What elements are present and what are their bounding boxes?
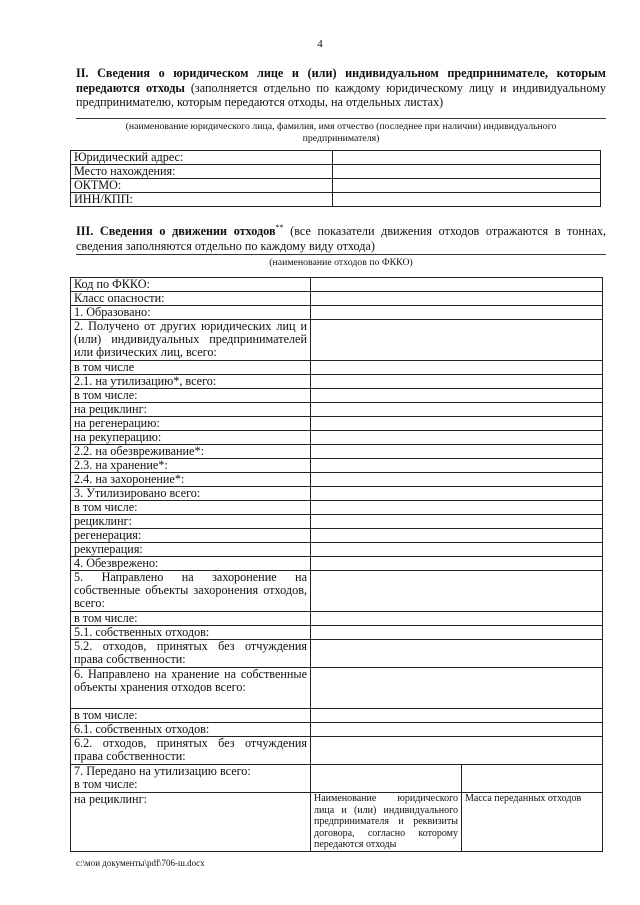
table-row bbox=[71, 737, 603, 765]
table-row bbox=[71, 375, 603, 389]
table-row bbox=[71, 193, 601, 207]
table-row bbox=[71, 361, 603, 375]
section2-table bbox=[70, 150, 601, 207]
mass-header: Масса переданных отходов bbox=[462, 793, 603, 852]
value-cell[interactable] bbox=[333, 151, 601, 165]
section2-name-line bbox=[76, 118, 606, 119]
row-label: 2.4. на захоронение*: bbox=[71, 473, 311, 487]
value-cell[interactable] bbox=[311, 417, 603, 431]
row-label: на рекуперацию: bbox=[71, 431, 311, 445]
row-label: 2.2. на обезвреживание*: bbox=[71, 445, 311, 459]
row-label: 6.1. собственных отходов: bbox=[71, 723, 311, 737]
table-row bbox=[71, 557, 603, 571]
value-cell[interactable] bbox=[311, 459, 603, 473]
table-row bbox=[71, 459, 603, 473]
value-cell[interactable] bbox=[311, 431, 603, 445]
value-cell[interactable] bbox=[311, 557, 603, 571]
table-row bbox=[71, 515, 603, 529]
row-label: 6. Направлено на хранение на собственные объекты хранения отходов всего: bbox=[71, 668, 311, 709]
row-label: в том числе: bbox=[71, 501, 311, 515]
row-label: в том числе: bbox=[71, 709, 311, 723]
value-cell[interactable] bbox=[311, 278, 603, 292]
value-cell[interactable] bbox=[311, 375, 603, 389]
value-cell[interactable] bbox=[311, 403, 603, 417]
table-row bbox=[71, 306, 603, 320]
value-cell[interactable] bbox=[311, 640, 603, 668]
value-cell[interactable] bbox=[311, 501, 603, 515]
row-label: на рециклинг: bbox=[71, 403, 311, 417]
section2-caption: (наименование юридического лица, фамилия, имя отчество (последнее при наличии) индивидуального предпринимателя) bbox=[125, 121, 557, 144]
row-label: Код по ФККО: bbox=[71, 278, 311, 292]
row-label: на рециклинг: bbox=[71, 793, 311, 852]
value-cell[interactable] bbox=[311, 473, 603, 487]
table-row bbox=[71, 543, 603, 557]
row-label: на регенерацию: bbox=[71, 417, 311, 431]
row-label: 4. Обезврежено: bbox=[71, 557, 311, 571]
row-label-line: 7. Передано на утилизацию всего: bbox=[74, 764, 251, 778]
table-row bbox=[71, 165, 601, 179]
value-cell[interactable] bbox=[311, 445, 603, 459]
section2-heading bbox=[76, 66, 606, 110]
row-label: 2.3. на хранение*: bbox=[71, 459, 311, 473]
row-label: 2. Получено от других юридических лиц и (или) индивидуальных предпринимателей или физических лиц, всего: bbox=[71, 320, 311, 361]
table-row bbox=[71, 278, 603, 292]
value-cell[interactable] bbox=[311, 487, 603, 501]
row-label: рециклинг: bbox=[71, 515, 311, 529]
table-row bbox=[71, 473, 603, 487]
value-cell[interactable] bbox=[311, 737, 603, 765]
table-row bbox=[71, 179, 601, 193]
counterparty-header: Наименование юридического лица и (или) индивидуального предпринимателя и реквизиты договора, согласно которому передаются отходы bbox=[311, 793, 462, 852]
value-cell[interactable] bbox=[311, 709, 603, 723]
table-row bbox=[71, 529, 603, 543]
table-row bbox=[71, 389, 603, 403]
value-cell[interactable] bbox=[311, 571, 603, 612]
page-number: 4 bbox=[317, 38, 323, 50]
table-row bbox=[71, 292, 603, 306]
section3-heading bbox=[76, 221, 606, 253]
table-row bbox=[71, 501, 603, 515]
table-row bbox=[71, 640, 603, 668]
row-label-line: в том числе: bbox=[74, 777, 138, 791]
table-row bbox=[71, 431, 603, 445]
table-row bbox=[71, 320, 603, 361]
value-cell[interactable] bbox=[311, 320, 603, 361]
table-row bbox=[71, 417, 603, 431]
section3-title-rest: (все показатели движения отходов отражаются в тоннах, сведения заполняются отдельно по каждому виду отхода) bbox=[76, 224, 606, 253]
value-cell[interactable] bbox=[311, 306, 603, 320]
value-cell[interactable] bbox=[311, 765, 462, 793]
value-cell[interactable] bbox=[311, 612, 603, 626]
section2-title-rest: (заполняется отдельно по каждому юридическому лицу и индивидуальному предпринимателю, которым передаются отходы, на отдельных листах) bbox=[76, 80, 606, 109]
row-label: 5.1. собственных отходов: bbox=[71, 626, 311, 640]
row-label: Место нахождения: bbox=[71, 165, 333, 179]
section3-title-sup: ** bbox=[275, 223, 284, 232]
value-cell[interactable] bbox=[333, 165, 601, 179]
row-label: в том числе bbox=[71, 361, 311, 375]
table-row bbox=[71, 612, 603, 626]
table-row bbox=[71, 151, 601, 165]
row-label: 6.2. отходов, принятых без отчуждения права собственности: bbox=[71, 737, 311, 765]
row-label: рекуперация: bbox=[71, 543, 311, 557]
table-row bbox=[71, 723, 603, 737]
section3-caption: (наименование отходов по ФККО) bbox=[269, 257, 413, 268]
table-row bbox=[71, 571, 603, 612]
table-row bbox=[71, 403, 603, 417]
row-label: 5.2. отходов, принятых без отчуждения права собственности: bbox=[71, 640, 311, 668]
table-row bbox=[71, 793, 603, 852]
table-row bbox=[71, 445, 603, 459]
row-label: ОКТМО: bbox=[71, 179, 333, 193]
file-path: c:\мои документы\pdf\706-ш.docx bbox=[76, 858, 205, 868]
row-label: в том числе: bbox=[71, 389, 311, 403]
value-cell[interactable] bbox=[311, 529, 603, 543]
value-cell[interactable] bbox=[311, 361, 603, 375]
row-label: регенерация: bbox=[71, 529, 311, 543]
row-label: в том числе: bbox=[71, 612, 311, 626]
value-cell[interactable] bbox=[311, 723, 603, 737]
section2-title-bold: II. Сведения о юридическом лице и (или) индивидуальном предпринимателе, которым передаются отходы bbox=[76, 66, 606, 95]
section3-title-bold: III. Сведения о движении отходов bbox=[76, 224, 276, 239]
row-label: 3. Утилизировано всего: bbox=[71, 487, 311, 501]
row-label: 5. Направлено на захоронение на собственные объекты захоронения отходов, всего: bbox=[71, 571, 311, 612]
section3-table bbox=[70, 277, 603, 852]
table-row bbox=[71, 668, 603, 709]
value-cell[interactable] bbox=[333, 193, 601, 207]
value-cell[interactable] bbox=[311, 668, 603, 709]
table-row bbox=[71, 487, 603, 501]
row-label: Юридический адрес: bbox=[71, 151, 333, 165]
row-label: Класс опасности: bbox=[71, 292, 311, 306]
value-cell[interactable] bbox=[311, 626, 603, 640]
value-cell[interactable] bbox=[311, 543, 603, 557]
table-row bbox=[71, 626, 603, 640]
value-cell[interactable] bbox=[311, 292, 603, 306]
row-label: ИНН/КПП: bbox=[71, 193, 333, 207]
value-cell[interactable] bbox=[311, 389, 603, 403]
row-label: 1. Образовано: bbox=[71, 306, 311, 320]
row-label: 2.1. на утилизацию*, всего: bbox=[71, 375, 311, 389]
value-cell[interactable] bbox=[333, 179, 601, 193]
value-cell[interactable] bbox=[462, 765, 603, 793]
table-row bbox=[71, 709, 603, 723]
value-cell[interactable] bbox=[311, 515, 603, 529]
table-row bbox=[71, 765, 603, 793]
section3-name-line bbox=[76, 254, 606, 255]
row-label bbox=[71, 765, 311, 793]
